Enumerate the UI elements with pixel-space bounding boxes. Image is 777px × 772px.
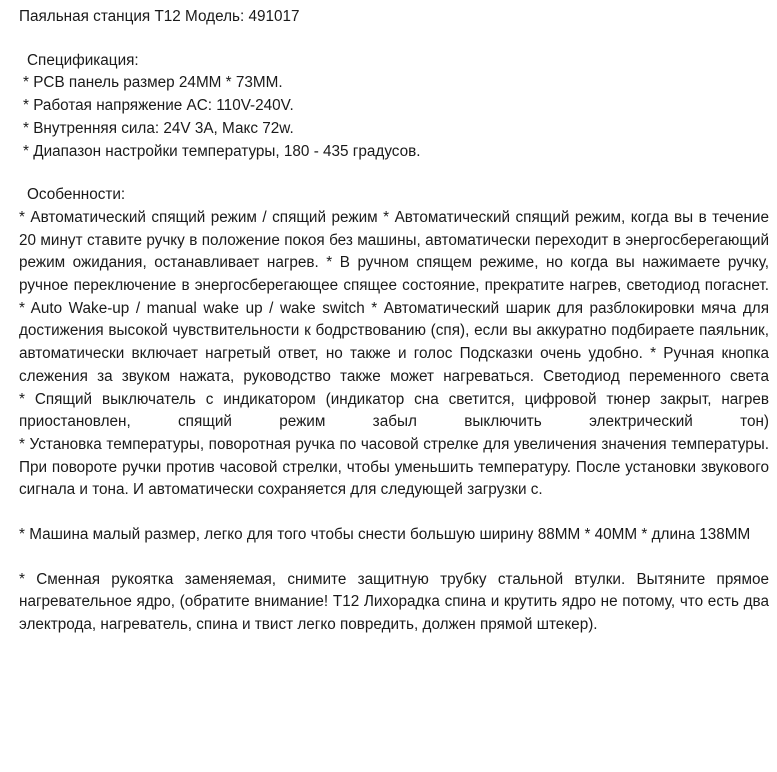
spec-item: * Диапазон настройки температуры, 180 - 435 градусов. <box>23 142 421 160</box>
spec-item: * PCB панель размер 24MM * 73MM. <box>23 74 283 92</box>
spec-item: * Внутренняя сила: 24V 3A, Макс 72w. <box>23 119 294 137</box>
specification-heading: Спецификация: <box>27 51 139 69</box>
features-section <box>19 184 769 637</box>
feature-paragraph-temperature: * Установка температуры, поворотная ручка по часовой стрелке для увеличения значения температуры. При повороте ручки против часовой стрелки, чтобы уменьшить температуру. После установки звукового сигнала и тона. И автоматически сохраняется для следующей загрузки с. <box>19 435 769 499</box>
feature-paragraph-handle: * Сменная рукоятка заменяемая, снимите защитную трубку стальной втулки. Вытяните прямое нагревательное ядро, (обратите внимание! T12 Лихорадка спина и крутить ядро не потому, что есть два электрода, нагреватель, спина и твист легко повредить, должен прямой штекер). <box>19 570 769 634</box>
feature-paragraph-sleep-mode: * Автоматический спящий режим / спящий режим * Автоматический спящий режим, когда вы в течение 20 минут ставите ручку в положение покоя без машины, автоматически переходит в энергосберегающий режим ожидания, останавливает нагрев. * В ручном спящем режиме, но когда вы нажимаете ручку, ручное переключение в энергосберегающее спящее состояние, прекратите нагрев, светодиод погаснет. <box>19 208 769 295</box>
specification-section <box>19 50 769 164</box>
spacer <box>19 502 769 524</box>
feature-paragraph-size: * Машина малый размер, легко для того чтобы снести большую ширину 88MM * 40MM * длина 138MM <box>19 526 751 544</box>
feature-paragraph-wake-up: * Auto Wake-up / manual wake up / wake switch * Автоматический шарик для разблокировки мяча для достижения высокой чувствительности к бодрствованию (спя), если вы аккуратно подбираете паяльник, автоматически включает нагретый ответ, но также и голос Подсказки очень удобно. * Ручная кнопка слежения за звуком нажата, руководство также может нагреваться. Светодиод переменного света <box>19 299 769 385</box>
spacer <box>19 29 769 50</box>
spacer <box>19 547 769 569</box>
spec-item: * Работая напряжение AC: 110V-240V. <box>23 97 294 115</box>
product-title: Паяльная станция T12 Модель: 491017 <box>19 8 300 25</box>
feature-paragraph-sleep-switch: * Спящий выключатель с индикатором (индикатор сна светится, цифровой тюнер закрыт, нагрев приостановлен, спящий режим забыл выключить электрический тон) <box>19 390 769 431</box>
features-heading: Особенности: <box>27 186 126 204</box>
spacer <box>19 163 769 184</box>
